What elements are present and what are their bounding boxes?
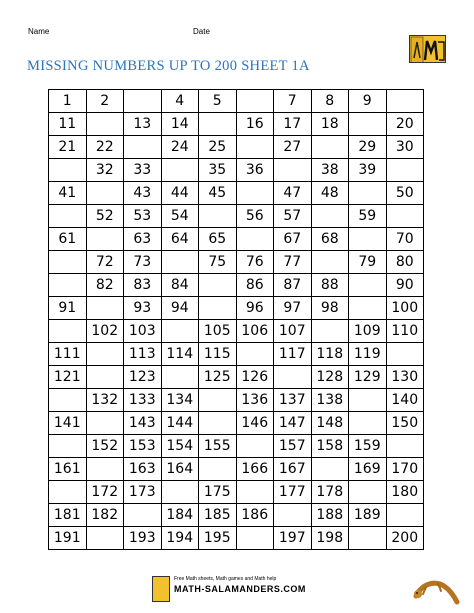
number-cell: 44 — [161, 182, 199, 205]
number-cell: 67 — [274, 228, 312, 251]
number-cell: 110 — [386, 320, 424, 343]
number-cell: 114 — [161, 343, 199, 366]
grid-row — [49, 320, 424, 343]
number-cell: 64 — [161, 228, 199, 251]
number-cell: 137 — [274, 389, 312, 412]
number-cell: 200 — [386, 527, 424, 550]
number-cell: 175 — [199, 481, 237, 504]
number-cell: 72 — [86, 251, 124, 274]
number-cell: 133 — [124, 389, 162, 412]
grid-row — [49, 90, 424, 113]
blank-cell[interactable] — [161, 320, 199, 343]
grid-row — [49, 458, 424, 481]
number-cell: 107 — [274, 320, 312, 343]
number-cell: 63 — [124, 228, 162, 251]
blank-cell[interactable] — [236, 527, 274, 550]
footer-tagline: Free Math sheets, Math games and Math help — [174, 576, 277, 582]
grid-row — [49, 527, 424, 550]
number-cell: 163 — [124, 458, 162, 481]
number-cell: 195 — [199, 527, 237, 550]
number-cell: 194 — [161, 527, 199, 550]
number-cell: 157 — [274, 435, 312, 458]
number-cell: 83 — [124, 274, 162, 297]
grid-row — [49, 251, 424, 274]
blank-cell[interactable] — [124, 90, 162, 113]
blank-cell[interactable] — [236, 435, 274, 458]
blank-cell[interactable] — [199, 274, 237, 297]
blank-cell[interactable] — [161, 366, 199, 389]
number-grid — [48, 89, 424, 550]
name-label: Name — [28, 27, 50, 36]
grid-row — [49, 412, 424, 435]
blank-cell[interactable] — [386, 435, 424, 458]
number-cell: 100 — [386, 297, 424, 320]
number-cell: 121 — [49, 366, 87, 389]
number-cell: 13 — [124, 113, 162, 136]
number-cell: 130 — [386, 366, 424, 389]
number-cell: 126 — [236, 366, 274, 389]
number-cell: 7 — [274, 90, 312, 113]
number-cell: 43 — [124, 182, 162, 205]
blank-cell[interactable] — [199, 458, 237, 481]
number-cell: 59 — [349, 205, 387, 228]
blank-cell[interactable] — [349, 228, 387, 251]
number-cell: 24 — [161, 136, 199, 159]
blank-cell[interactable] — [311, 251, 349, 274]
number-cell: 185 — [199, 504, 237, 527]
blank-cell[interactable] — [386, 159, 424, 182]
blank-cell[interactable] — [199, 389, 237, 412]
number-cell: 141 — [49, 412, 87, 435]
blank-cell[interactable] — [161, 159, 199, 182]
number-cell: 197 — [274, 527, 312, 550]
blank-cell[interactable] — [49, 159, 87, 182]
number-cell: 22 — [86, 136, 124, 159]
number-cell: 138 — [311, 389, 349, 412]
grid-row — [49, 274, 424, 297]
blank-cell[interactable] — [386, 90, 424, 113]
number-cell: 147 — [274, 412, 312, 435]
blank-cell[interactable] — [199, 412, 237, 435]
number-cell: 173 — [124, 481, 162, 504]
number-cell: 161 — [49, 458, 87, 481]
number-cell: 172 — [86, 481, 124, 504]
number-cell: 90 — [386, 274, 424, 297]
blank-cell[interactable] — [349, 389, 387, 412]
number-cell: 119 — [349, 343, 387, 366]
blank-cell[interactable] — [236, 228, 274, 251]
number-cell: 61 — [49, 228, 87, 251]
blank-cell[interactable] — [49, 251, 87, 274]
number-cell: 169 — [349, 458, 387, 481]
grid-row — [49, 481, 424, 504]
blank-cell[interactable] — [274, 504, 312, 527]
number-cell: 164 — [161, 458, 199, 481]
blank-cell[interactable] — [199, 113, 237, 136]
number-cell: 136 — [236, 389, 274, 412]
blank-cell[interactable] — [199, 297, 237, 320]
blank-cell[interactable] — [49, 320, 87, 343]
number-cell: 152 — [86, 435, 124, 458]
number-cell: 140 — [386, 389, 424, 412]
grid-row — [49, 159, 424, 182]
number-cell: 25 — [199, 136, 237, 159]
number-cell: 170 — [386, 458, 424, 481]
number-cell: 32 — [86, 159, 124, 182]
number-cell: 30 — [386, 136, 424, 159]
grid-row — [49, 228, 424, 251]
blank-cell[interactable] — [236, 90, 274, 113]
number-cell: 117 — [274, 343, 312, 366]
blank-cell[interactable] — [49, 481, 87, 504]
grid-row — [49, 136, 424, 159]
number-cell: 93 — [124, 297, 162, 320]
blank-cell[interactable] — [124, 136, 162, 159]
number-cell: 158 — [311, 435, 349, 458]
number-cell: 97 — [274, 297, 312, 320]
number-cell: 132 — [86, 389, 124, 412]
blank-cell[interactable] — [349, 182, 387, 205]
blank-cell[interactable] — [161, 481, 199, 504]
number-cell: 54 — [161, 205, 199, 228]
number-cell: 155 — [199, 435, 237, 458]
number-cell: 177 — [274, 481, 312, 504]
blank-cell[interactable] — [349, 527, 387, 550]
number-cell: 167 — [274, 458, 312, 481]
number-cell: 76 — [236, 251, 274, 274]
number-cell: 186 — [236, 504, 274, 527]
blank-cell[interactable] — [86, 297, 124, 320]
number-cell: 2 — [86, 90, 124, 113]
number-cell: 21 — [49, 136, 87, 159]
number-cell: 45 — [199, 182, 237, 205]
blank-cell[interactable] — [86, 228, 124, 251]
blank-cell[interactable] — [49, 435, 87, 458]
number-cell: 68 — [311, 228, 349, 251]
blank-cell[interactable] — [349, 113, 387, 136]
number-cell: 20 — [386, 113, 424, 136]
blank-cell[interactable] — [124, 504, 162, 527]
number-cell: 65 — [199, 228, 237, 251]
number-cell: 103 — [124, 320, 162, 343]
number-cell: 106 — [236, 320, 274, 343]
number-cell: 129 — [349, 366, 387, 389]
number-cell: 35 — [199, 159, 237, 182]
number-cell: 33 — [124, 159, 162, 182]
number-cell: 14 — [161, 113, 199, 136]
blank-cell[interactable] — [311, 458, 349, 481]
number-cell: 181 — [49, 504, 87, 527]
number-cell: 17 — [274, 113, 312, 136]
blank-cell[interactable] — [236, 136, 274, 159]
number-cell: 80 — [386, 251, 424, 274]
number-cell: 111 — [49, 343, 87, 366]
footer — [152, 572, 322, 606]
number-cell: 154 — [161, 435, 199, 458]
number-cell: 102 — [86, 320, 124, 343]
blank-cell[interactable] — [49, 274, 87, 297]
number-cell: 57 — [274, 205, 312, 228]
number-cell: 8 — [311, 90, 349, 113]
blank-cell[interactable] — [386, 504, 424, 527]
number-cell: 109 — [349, 320, 387, 343]
blank-cell[interactable] — [161, 251, 199, 274]
number-cell: 189 — [349, 504, 387, 527]
number-cell: 105 — [199, 320, 237, 343]
number-cell: 75 — [199, 251, 237, 274]
number-cell: 123 — [124, 366, 162, 389]
number-cell: 70 — [386, 228, 424, 251]
grid-row — [49, 389, 424, 412]
blank-cell[interactable] — [311, 320, 349, 343]
number-cell: 5 — [199, 90, 237, 113]
math-salamanders-badge-icon — [152, 576, 170, 602]
number-cell: 178 — [311, 481, 349, 504]
number-cell: 91 — [49, 297, 87, 320]
grid-row — [49, 297, 424, 320]
number-cell: 146 — [236, 412, 274, 435]
number-cell: 18 — [311, 113, 349, 136]
grid-row — [49, 113, 424, 136]
number-cell: 16 — [236, 113, 274, 136]
grid-row — [49, 205, 424, 228]
number-cell: 144 — [161, 412, 199, 435]
number-cell: 193 — [124, 527, 162, 550]
number-cell: 79 — [349, 251, 387, 274]
blank-cell[interactable] — [86, 412, 124, 435]
blank-cell[interactable] — [49, 389, 87, 412]
number-cell: 11 — [49, 113, 87, 136]
number-cell: 159 — [349, 435, 387, 458]
number-cell: 88 — [311, 274, 349, 297]
number-cell: 184 — [161, 504, 199, 527]
blank-cell[interactable] — [236, 481, 274, 504]
worksheet-title: MISSING NUMBERS UP TO 200 SHEET 1A — [27, 58, 310, 74]
number-cell: 86 — [236, 274, 274, 297]
grid-row — [49, 182, 424, 205]
number-cell: 143 — [124, 412, 162, 435]
blank-cell[interactable] — [274, 159, 312, 182]
number-cell: 94 — [161, 297, 199, 320]
number-cell: 56 — [236, 205, 274, 228]
number-cell: 188 — [311, 504, 349, 527]
number-cell: 4 — [161, 90, 199, 113]
number-cell: 41 — [49, 182, 87, 205]
blank-cell[interactable] — [86, 458, 124, 481]
blank-cell[interactable] — [386, 343, 424, 366]
number-cell: 98 — [311, 297, 349, 320]
grid-row — [49, 343, 424, 366]
number-cell: 38 — [311, 159, 349, 182]
number-cell: 128 — [311, 366, 349, 389]
number-cell: 9 — [349, 90, 387, 113]
number-cell: 87 — [274, 274, 312, 297]
blank-cell[interactable] — [349, 481, 387, 504]
number-cell: 96 — [236, 297, 274, 320]
blank-cell[interactable] — [86, 366, 124, 389]
blank-cell[interactable] — [236, 343, 274, 366]
number-cell: 77 — [274, 251, 312, 274]
number-cell: 1 — [49, 90, 87, 113]
blank-cell[interactable] — [199, 205, 237, 228]
number-cell: 118 — [311, 343, 349, 366]
number-cell: 50 — [386, 182, 424, 205]
number-cell: 148 — [311, 412, 349, 435]
grid-row — [49, 504, 424, 527]
blank-cell[interactable] — [349, 412, 387, 435]
blank-cell[interactable] — [311, 136, 349, 159]
blank-cell[interactable] — [236, 182, 274, 205]
grid-row — [49, 435, 424, 458]
number-cell: 29 — [349, 136, 387, 159]
number-cell: 113 — [124, 343, 162, 366]
number-cell: 153 — [124, 435, 162, 458]
blank-cell[interactable] — [349, 274, 387, 297]
number-cell: 180 — [386, 481, 424, 504]
number-cell: 150 — [386, 412, 424, 435]
blank-cell[interactable] — [49, 205, 87, 228]
blank-cell[interactable] — [274, 366, 312, 389]
number-cell: 47 — [274, 182, 312, 205]
number-cell: 191 — [49, 527, 87, 550]
salamander-icon — [410, 572, 460, 608]
blank-cell[interactable] — [86, 343, 124, 366]
number-cell: 125 — [199, 366, 237, 389]
number-cell: 48 — [311, 182, 349, 205]
number-cell: 166 — [236, 458, 274, 481]
number-cell: 52 — [86, 205, 124, 228]
number-cell: 115 — [199, 343, 237, 366]
grid-row — [49, 366, 424, 389]
number-cell: 39 — [349, 159, 387, 182]
number-cell: 27 — [274, 136, 312, 159]
number-cell: 84 — [161, 274, 199, 297]
footer-site-name: MATH-SALAMANDERS.COM — [174, 584, 306, 594]
number-cell: 53 — [124, 205, 162, 228]
number-cell: 198 — [311, 527, 349, 550]
blank-cell[interactable] — [311, 205, 349, 228]
number-cell: 82 — [86, 274, 124, 297]
number-cell: 134 — [161, 389, 199, 412]
number-cell: 36 — [236, 159, 274, 182]
number-cell: 73 — [124, 251, 162, 274]
date-label: Date — [193, 27, 210, 36]
blank-cell[interactable] — [86, 527, 124, 550]
blank-cell[interactable] — [386, 205, 424, 228]
blank-cell[interactable] — [86, 113, 124, 136]
blank-cell[interactable] — [86, 182, 124, 205]
number-cell: 182 — [86, 504, 124, 527]
math-salamanders-logo-icon — [409, 35, 446, 63]
blank-cell[interactable] — [349, 297, 387, 320]
